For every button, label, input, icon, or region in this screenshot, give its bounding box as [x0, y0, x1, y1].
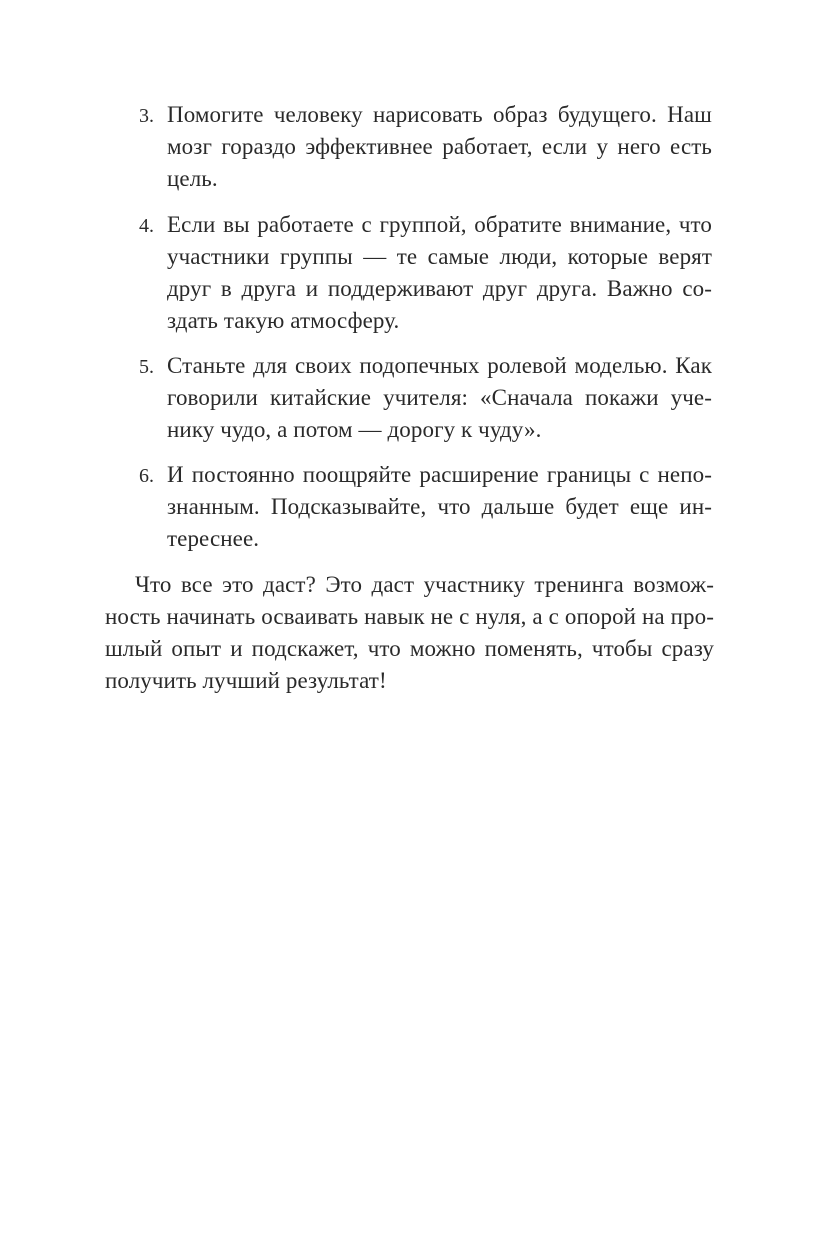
list-item-line: друг в друга и поддерживают друг друга. Важно со-: [167, 276, 712, 301]
list-item-line: И постоянно поощряйте расширение границы с непо-: [167, 462, 712, 487]
list-item-line: мозг гораздо эффективнее работает, если у него есть: [167, 134, 712, 159]
list-item-line: знанным. Подсказывайте, что дальше будет еще ин-: [167, 494, 712, 519]
list-item-line: говорили китайские учителя: «Сначала покажи уче-: [167, 385, 712, 410]
list-item-line: Если вы работаете с группой, обратите внимание, что: [167, 212, 712, 237]
list-item-line: Помогите человеку нарисовать образ будущего. Наш: [167, 102, 712, 127]
list-item-line: нику чудо, а потом — дорогу к чуду».: [167, 417, 542, 442]
list-item-number: 5.: [139, 356, 154, 378]
paragraph-line: Что все это даст? Это даст участнику тренинга возмож-: [135, 572, 714, 597]
list-item-line: участники группы — те самые люди, которые верят: [167, 244, 712, 269]
paragraph-line: получить лучший результат!: [105, 668, 387, 693]
list-item-number: 3.: [139, 105, 154, 127]
list-item-line: здать такую атмосферу.: [167, 308, 400, 333]
list-item-number: 6.: [139, 465, 154, 487]
list-item-number: 4.: [139, 215, 154, 237]
list-item-line: Станьте для своих подопечных ролевой моделью. Как: [167, 353, 712, 378]
list-item-line: тереснее.: [167, 526, 260, 551]
paragraph-line: ность начинать осваивать навык не с нуля, а с опорой на про-: [105, 604, 714, 629]
paragraph-line: шлый опыт и подскажет, что можно поменять, чтобы сразу: [105, 636, 714, 661]
list-item-line: цель.: [167, 166, 218, 191]
